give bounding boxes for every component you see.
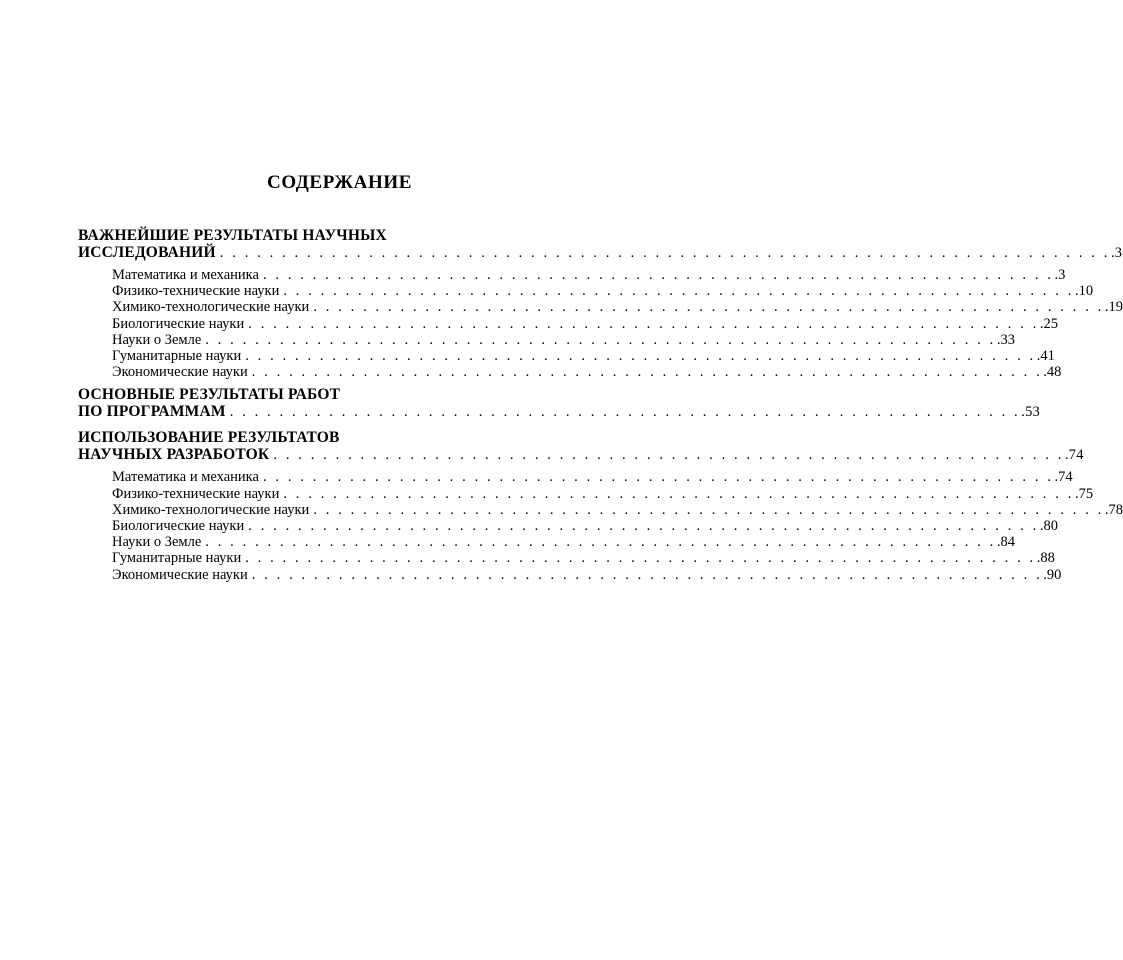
toc-section-program-results: [78, 386, 1041, 421]
dot-leader: . . . . . . . . . . . . . . . . . . . . . . . . . . . . . . . . . . . . . . . . . . . . . . . . . . . . . . . . . . . . . . . .: [251, 364, 1043, 381]
toc-entry[interactable]: [112, 469, 1073, 486]
page-number: .33: [996, 331, 1015, 348]
entry-label: Науки о Земле: [112, 534, 202, 551]
entry-label: Биологические науки: [112, 518, 245, 535]
entry-label: Экономические науки: [112, 364, 248, 381]
toc-entry[interactable]: [112, 550, 1055, 567]
page-number: .88: [1036, 550, 1055, 567]
page-number: .78: [1104, 501, 1123, 518]
page-number: .3: [1054, 267, 1066, 283]
dot-leader: . . . . . . . . . . . . . . . . . . . . . . . . . . . . . . . . . . . . . . . . . . . . . . . . . . . . . . . . . . . . . . . .: [313, 299, 1104, 316]
section-heading: ОСНОВНЫЕ РЕЗУЛЬТАТЫ РАБОТ: [78, 386, 341, 404]
dot-leader: . . . . . . . . . . . . . . . . . . . . . . . . . . . . . . . . . . . . . . . . . . . . . . . . . . . . . . . . . . . . . . . .: [248, 315, 1039, 332]
toc-entry[interactable]: [112, 364, 1062, 381]
page-number: .19: [1104, 299, 1123, 316]
page-number: .75: [1074, 485, 1094, 502]
entry-label: Физико-технические науки: [112, 283, 280, 300]
entry-label: Химико-технологические науки: [112, 299, 310, 316]
toc-entry[interactable]: [112, 315, 1058, 332]
toc-entry[interactable]: [78, 244, 1123, 262]
toc-entry[interactable]: [78, 446, 1084, 464]
entry-label: Гуманитарные науки: [112, 550, 242, 567]
dot-leader: . . . . . . . . . . . . . . . . . . . . . . . . . . . . . . . . . . . . . . . . . . . . . . . . . . . . . . . . . . . . . . . .: [273, 447, 1064, 464]
section-heading: ИСПОЛЬЗОВАНИЕ РЕЗУЛЬТАТОВ: [78, 429, 340, 447]
dot-leader: . . . . . . . . . . . . . . . . . . . . . . . . . . . . . . . . . . . . . . . . . . . . . . . . . . . . . . . . . . . . . . . .: [245, 550, 1036, 567]
toc-entry[interactable]: [112, 534, 1015, 551]
section-heading: НАУЧНЫХ РАЗРАБОТОК: [78, 446, 270, 464]
toc-entry[interactable]: [112, 518, 1058, 535]
toc-subsection-list: [78, 267, 1123, 381]
page-number: .10: [1074, 283, 1094, 300]
page-number: .3: [1110, 245, 1123, 261]
toc-subsection-list: [78, 469, 1123, 583]
page-number: .80: [1039, 518, 1058, 535]
toc-section-results-usage: [78, 429, 1123, 583]
page-number: .90: [1043, 566, 1062, 583]
entry-label: Гуманитарные науки: [112, 348, 242, 365]
dot-leader: . . . . . . . . . . . . . . . . . . . . . . . . . . . . . . . . . . . . . . . . . . . . . . . . . . . . . . . . . . . . . . . .: [262, 267, 1054, 283]
entry-label: Науки о Земле: [112, 331, 202, 348]
toc-entry[interactable]: [112, 501, 1123, 518]
dot-leader: . . . . . . . . . . . . . . . . . . . . . . . . . . . . . . . . . . . . . . . . . . . . . . . . . . . . . . . . . . . . . . . .: [283, 485, 1074, 502]
toc-entry[interactable]: [112, 331, 1015, 348]
entry-label: Биологические науки: [112, 315, 245, 332]
dot-leader: . . . . . . . . . . . . . . . . . . . . . . . . . . . . . . . . . . . . . . . . . . . . . . . . . . . . . . . . . . . . . . . .: [245, 348, 1036, 365]
entry-label: Физико-технические науки: [112, 485, 280, 502]
toc-entry[interactable]: [112, 566, 1062, 583]
page-number: .25: [1039, 315, 1058, 332]
toc-entry[interactable]: [78, 403, 1041, 421]
page-title: СОДЕРЖАНИЕ: [267, 172, 412, 193]
dot-leader: . . . . . . . . . . . . . . . . . . . . . . . . . . . . . . . . . . . . . . . . . . . . . . . . . . . . . . . . . . . . . . . . . . . . . . . .: [219, 245, 1110, 261]
entry-label: Математика и механика: [112, 469, 259, 486]
dot-leader: . . . . . . . . . . . . . . . . . . . . . . . . . . . . . . . . . . . . . . . . . . . . . . . . . . . . . . . . . . . . . . . .: [248, 518, 1039, 535]
section-heading: ВАЖНЕЙШИЕ РЕЗУЛЬТАТЫ НАУЧНЫХ: [78, 227, 387, 244]
dot-leader: . . . . . . . . . . . . . . . . . . . . . . . . . . . . . . . . . . . . . . . . . . . . . . . . . . . . . . . . . . . . . . . .: [205, 534, 996, 551]
dot-leader: . . . . . . . . . . . . . . . . . . . . . . . . . . . . . . . . . . . . . . . . . . . . . . . . . . . . . . . . . . . . . . . .: [229, 404, 1021, 421]
page-number: .41: [1036, 348, 1055, 365]
section-heading: ИССЛЕДОВАНИЙ: [78, 244, 216, 261]
table-of-contents: [78, 227, 1123, 589]
toc-entry[interactable]: [112, 485, 1094, 502]
entry-label: Экономические науки: [112, 566, 248, 583]
dot-leader: . . . . . . . . . . . . . . . . . . . . . . . . . . . . . . . . . . . . . . . . . . . . . . . . . . . . . . . . . . . . . . . .: [283, 283, 1074, 300]
dot-leader: . . . . . . . . . . . . . . . . . . . . . . . . . . . . . . . . . . . . . . . . . . . . . . . . . . . . . . . . . . . . . . . .: [313, 501, 1104, 518]
toc-entry[interactable]: [112, 267, 1066, 283]
entry-label: Химико-технологические науки: [112, 501, 310, 518]
dot-leader: . . . . . . . . . . . . . . . . . . . . . . . . . . . . . . . . . . . . . . . . . . . . . . . . . . . . . . . . . . . . . . . .: [205, 331, 996, 348]
dot-leader: . . . . . . . . . . . . . . . . . . . . . . . . . . . . . . . . . . . . . . . . . . . . . . . . . . . . . . . . . . . . . . . .: [251, 566, 1043, 583]
page-number: .53: [1021, 404, 1041, 421]
entry-label: Математика и механика: [112, 267, 259, 283]
section-heading: ПО ПРОГРАММАМ: [78, 403, 226, 421]
dot-leader: . . . . . . . . . . . . . . . . . . . . . . . . . . . . . . . . . . . . . . . . . . . . . . . . . . . . . . . . . . . . . . . .: [262, 469, 1054, 486]
page-number: .74: [1064, 447, 1084, 464]
toc-entry[interactable]: [112, 283, 1094, 300]
toc-entry[interactable]: [112, 299, 1123, 316]
toc-entry[interactable]: [112, 348, 1055, 365]
page-number: .74: [1054, 469, 1073, 486]
page-number: .84: [996, 534, 1015, 551]
toc-section-important-results: [78, 227, 1123, 381]
page-number: .48: [1043, 364, 1062, 381]
